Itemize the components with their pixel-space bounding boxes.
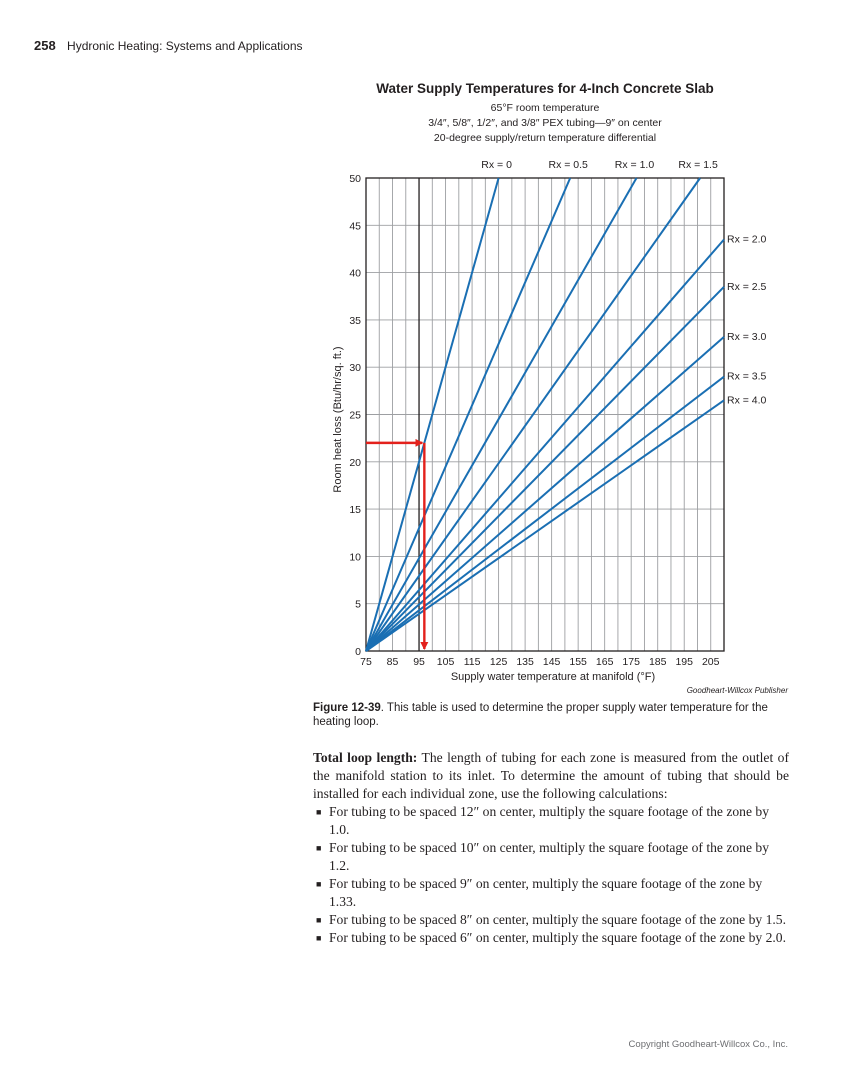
y-tick-label: 20: [349, 456, 361, 469]
paragraph-text: The length of tubing for each zone is measured from the outlet of the manifold station to its inlet. To determine the amount of tubing that should be installed for each individual zone, use the following calculations:: [313, 750, 790, 801]
x-tick-label: 135: [516, 656, 534, 668]
x-axis-label: Supply water temperature at manifold (°F): [450, 671, 656, 683]
series-label: Rx = 3.0: [727, 330, 767, 343]
list-item: [313, 839, 789, 875]
series-label: Rx = 4.0: [727, 394, 767, 407]
list-item-text: For tubing to be spaced 6″ on center, multiply the square footage of the zone by 2.0.: [329, 930, 786, 945]
series-label: Rx = 2.5: [727, 280, 767, 293]
series-label: Rx = 1.5: [678, 159, 718, 171]
series-label: Rx = 1.0: [614, 159, 655, 171]
y-tick-label: 30: [349, 362, 361, 375]
x-tick-label: 165: [595, 656, 614, 668]
y-tick-label: 10: [349, 551, 361, 564]
chart-subtitle-3: 20-degree supply/return temperature differential: [433, 132, 657, 144]
chart-subtitle-1: 65°F room temperature: [490, 102, 600, 114]
list-item-text: For tubing to be spaced 9″ on center, multiply the square footage of the zone by 1.33.: [329, 876, 763, 909]
body-paragraph: [313, 749, 789, 803]
series-label: Rx = 2.0: [727, 233, 767, 246]
bullet-icon: ■: [316, 933, 322, 943]
y-tick-label: 45: [349, 220, 361, 233]
y-tick-label: 15: [349, 504, 361, 517]
copyright-footer: Copyright Goodheart-Willcox Co., Inc.: [628, 1039, 788, 1050]
x-tick-label: 105: [436, 656, 455, 668]
figure-credit: Goodheart-Willcox Publisher: [686, 686, 788, 695]
x-tick-label: 175: [622, 656, 640, 668]
x-tick-label: 115: [463, 656, 481, 668]
y-tick-label: 5: [355, 598, 361, 611]
series-line: [366, 239, 724, 651]
series-label: Rx = 0: [481, 159, 512, 171]
x-tick-label: 85: [386, 656, 399, 668]
y-tick-label: 35: [349, 314, 361, 327]
chart-subtitle-2: 3/4″, 5/8″, 1/2″, and 3/8″ PEX tubing—9″ on center: [428, 117, 662, 129]
y-tick-label: 50: [349, 173, 361, 185]
list-item: [313, 929, 789, 947]
x-tick-label: 145: [542, 656, 561, 668]
y-tick-label: 0: [355, 646, 361, 658]
list-item-text: For tubing to be spaced 8″ on center, multiply the square footage of the zone by 1.5.: [329, 912, 786, 927]
bullet-icon: ■: [316, 879, 322, 889]
series-line: [366, 287, 724, 651]
figure-caption: [313, 701, 783, 729]
x-tick-label: 95: [413, 656, 425, 668]
x-tick-label: 75: [360, 656, 372, 668]
list-item: [313, 803, 789, 839]
figure-caption-text: . This table is used to determine the proper supply water temperature for the heating loop.: [313, 702, 768, 728]
bullet-icon: ■: [316, 843, 322, 853]
x-tick-label: 125: [489, 656, 508, 668]
list-item-text: For tubing to be spaced 12″ on center, multiply the square footage of the zone by 1.0.: [329, 804, 769, 837]
bullet-icon: ■: [316, 807, 322, 817]
bullet-icon: ■: [316, 915, 322, 925]
y-tick-label: 40: [349, 267, 361, 280]
x-tick-label: 205: [701, 656, 720, 668]
x-tick-label: 155: [569, 656, 587, 668]
chart-title: Water Supply Temperatures for 4-Inch Concrete Slab: [376, 81, 714, 96]
x-tick-label: 185: [648, 656, 667, 668]
body-section: [313, 749, 789, 947]
y-axis-label: Room heat loss (Btu/hr/sq. ft.): [332, 346, 344, 493]
list-item-text: For tubing to be spaced 10″ on center, multiply the square footage of the zone by 1.2.: [329, 840, 769, 873]
x-tick-label: 195: [675, 656, 693, 668]
paragraph-lead: Total loop length:: [313, 750, 418, 765]
figure-label: Figure 12-39: [313, 702, 381, 714]
bullet-list: [313, 803, 789, 947]
running-header-title: Hydronic Heating: Systems and Applications: [67, 39, 303, 53]
list-item: [313, 875, 789, 911]
page-number: 258: [34, 38, 56, 53]
series-label: Rx = 3.5: [727, 370, 767, 383]
series-label: Rx = 0.5: [548, 159, 588, 171]
y-tick-label: 25: [349, 409, 361, 422]
series-line: [366, 377, 724, 651]
list-item: [313, 911, 789, 929]
